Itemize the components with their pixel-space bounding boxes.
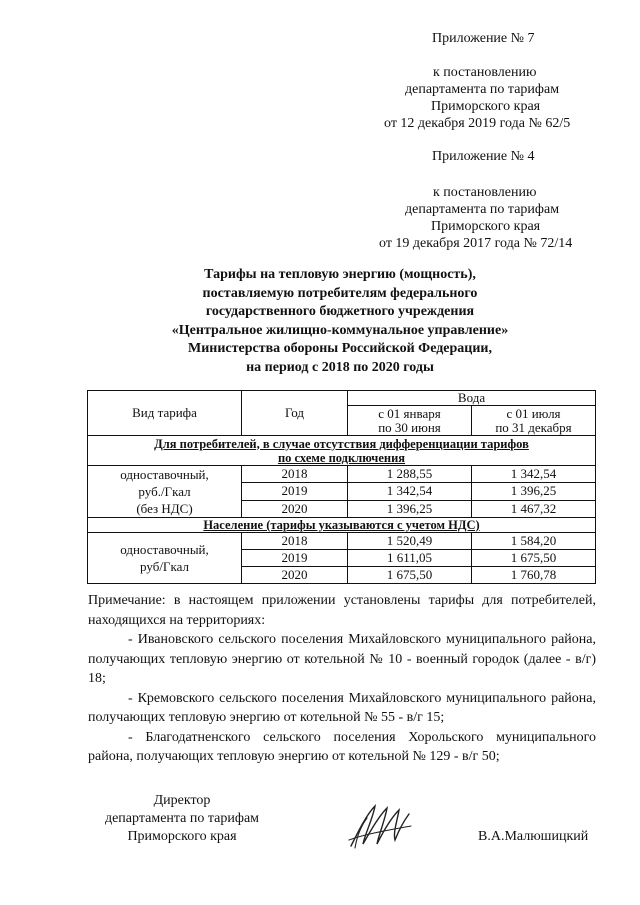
title-line: государственного бюджетного учреждения [205, 304, 475, 319]
value-cell: 1 288,55 [348, 466, 472, 483]
note-item: - Ивановского сельского поселения Михайловского муниципального района, получающих тепловую энергию от котельной № 10 - военный городок (далее - в/г) 18; [88, 632, 596, 686]
appendix-7-label: Приложение № 7 [432, 31, 535, 46]
appendix-4-label: Приложение № 4 [432, 149, 535, 164]
appendix-4-line: к постановлению [433, 185, 537, 200]
title-line: Министерства обороны Российской Федерации, [187, 341, 492, 356]
header-tariff-type: Вид тарифа [88, 391, 242, 436]
value-cell: 1 760,78 [472, 567, 596, 584]
title-line: Тарифы на тепловую энергию (мощность), [204, 267, 476, 282]
year-cell: 2020 [242, 500, 348, 517]
section-row: Для потребителей, в случае отсутствия дифференциации тарифов по схеме подключения [88, 436, 596, 466]
note-intro: Примечание: в настоящем приложении установлены тарифы для потребителей, находящихся на территориях: [88, 593, 596, 628]
appendix-7-line: от 12 декабря 2019 года № 62/5 [384, 116, 571, 131]
value-cell: 1 467,32 [472, 500, 596, 517]
appendix-7-line: департамента по тарифам [405, 82, 560, 97]
section-row: Население (тарифы указываются с учетом НДС) [88, 518, 596, 533]
value-cell: 1 675,50 [472, 550, 596, 567]
group-label: одноставочный, руб/Гкал [88, 533, 242, 584]
value-cell: 1 520,49 [348, 533, 472, 550]
position-line: Приморского края [127, 829, 237, 844]
position-line: департамента по тарифам [104, 811, 260, 826]
title-line: поставляемую потребителям федерального [202, 285, 478, 301]
tariff-table [87, 390, 596, 584]
value-cell: 1 396,25 [472, 483, 596, 500]
appendix-4-line: департамента по тарифам [405, 202, 560, 217]
appendix-4-line: от 19 декабря 2017 года № 72/14 [379, 236, 573, 251]
value-cell: 1 611,05 [348, 550, 472, 567]
year-cell: 2020 [242, 567, 348, 584]
document-title [140, 266, 540, 377]
signatory-position [82, 792, 282, 846]
header-water: Вода [348, 391, 596, 406]
value-cell: 1 396,25 [348, 500, 472, 517]
appendix-7-line: к постановлению [433, 65, 537, 80]
year-cell: 2019 [242, 550, 348, 567]
year-cell: 2019 [242, 483, 348, 500]
header-second-half: с 01 июля по 31 декабря [472, 406, 596, 436]
value-cell: 1 342,54 [472, 466, 596, 483]
year-cell: 2018 [242, 466, 348, 483]
value-cell: 1 342,54 [348, 483, 472, 500]
position-line: Директор [153, 793, 211, 808]
appendix-4-line: Приморского края [431, 219, 541, 234]
note-section [88, 591, 596, 767]
signatory-name: В.А.Малюшицкий [478, 829, 589, 844]
note-item: - Благодатненского сельского поселения Хорольского муниципального района, получающих тепловую энергию от котельной № 129 - в/г 50; [88, 729, 596, 764]
header-first-half: с 01 января по 30 июня [348, 406, 472, 436]
appendix-7-line: Приморского края [431, 99, 541, 114]
year-cell: 2018 [242, 533, 348, 550]
handwritten-signature [345, 800, 415, 852]
title-line: на период с 2018 по 2020 годы [246, 359, 434, 375]
value-cell: 1 584,20 [472, 533, 596, 550]
note-item: - Кремовского сельского поселения Михайловского муниципального района, получающих тепловую энергию от котельной № 55 - в/г 15; [88, 690, 596, 725]
value-cell: 1 675,50 [348, 567, 472, 584]
group-label: одноставочный, руб./Гкал (без НДС) [88, 466, 242, 518]
header-year: Год [242, 391, 348, 436]
title-line: «Центральное жилищно-коммунальное управление» [171, 322, 509, 338]
